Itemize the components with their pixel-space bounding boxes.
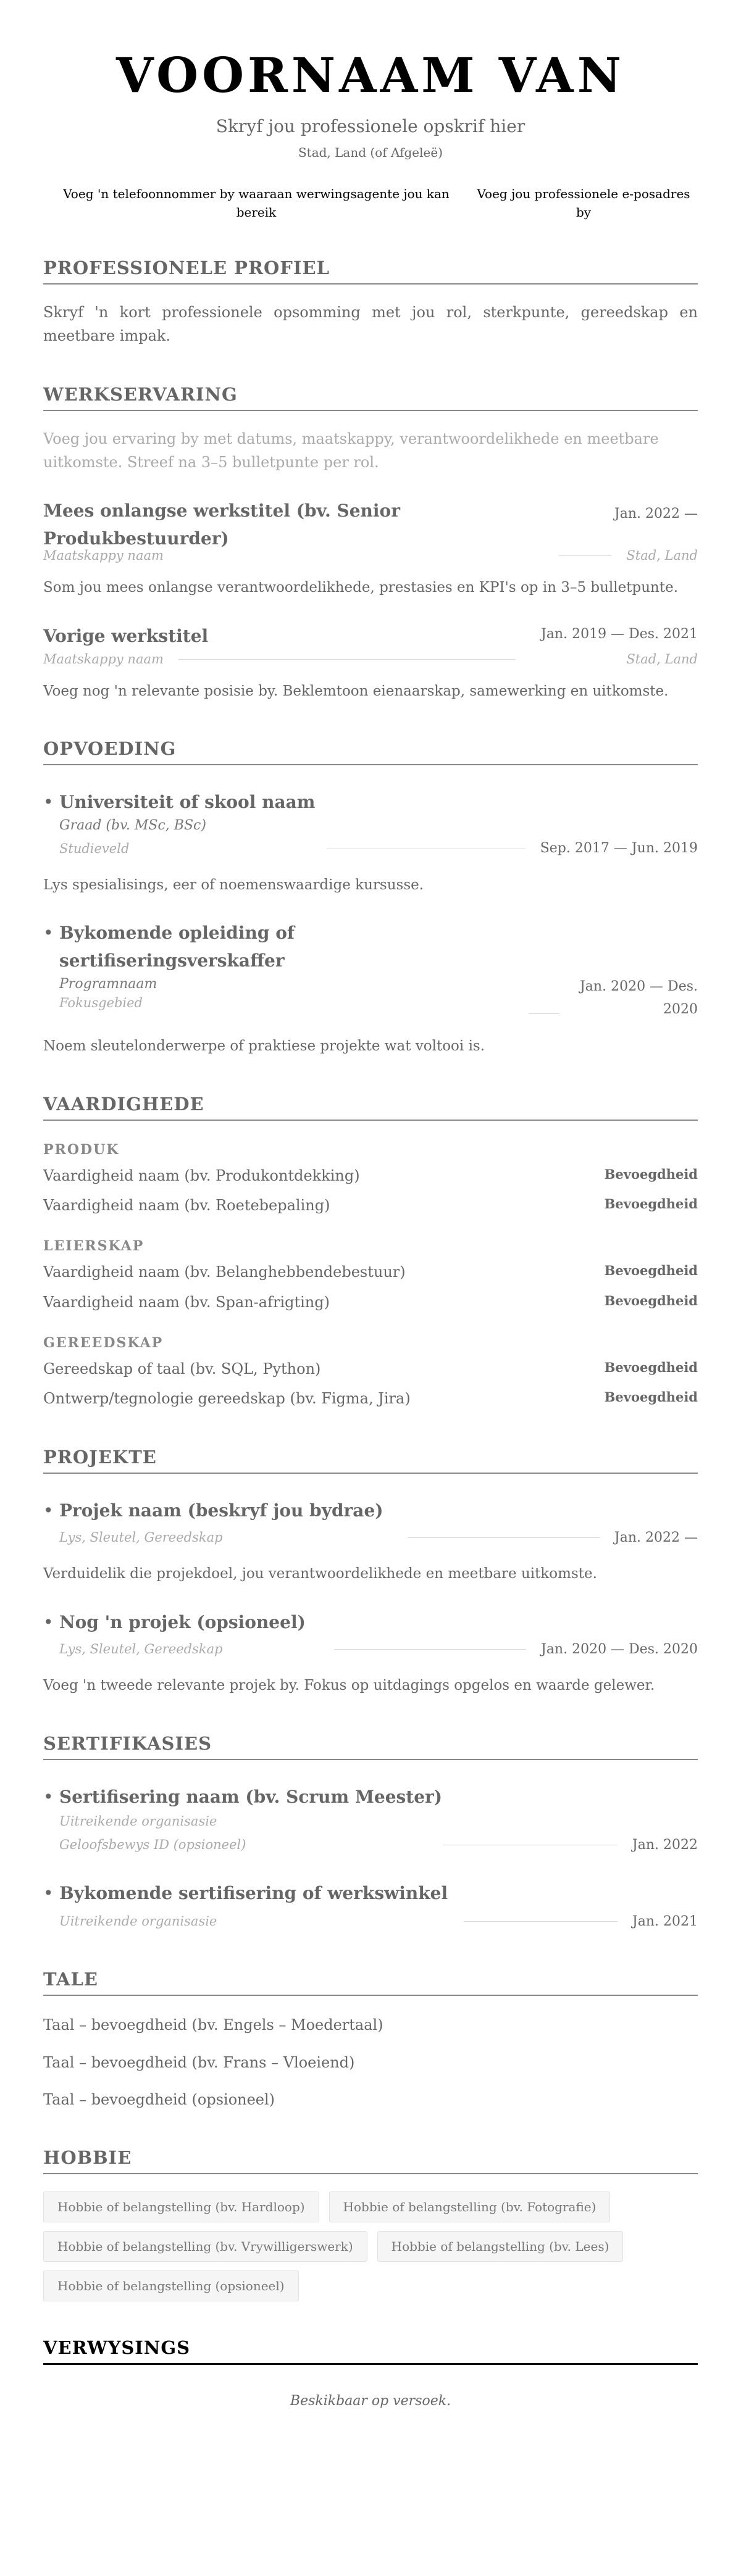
hobby-chip: Hobbie of belangstelling (bv. Vrywilligerswerk): [43, 2231, 367, 2262]
divider-line: [464, 1921, 618, 1922]
skill-level: Bevoegdheid: [604, 1292, 698, 1308]
credential-id: Geloofsbewys ID (opsioneel): [59, 1837, 246, 1853]
skill-level: Bevoegdheid: [604, 1166, 698, 1182]
field-of-study: Studieveld: [59, 841, 130, 856]
job-date: Jan. 2022 —: [614, 506, 698, 522]
section-title: VERWYSINGS: [43, 2337, 698, 2365]
skill-name: Vaardigheid naam (bv. Roetebepaling): [43, 1196, 330, 1214]
skill-category: [43, 1335, 698, 1411]
skill-category-name: PRODUK: [43, 1141, 120, 1158]
hobby-list: [43, 2192, 698, 2301]
section-title: HOBBIE: [43, 2147, 698, 2174]
language-item: Taal – bevoegdheid (bv. Engels – Moedertaal): [43, 2016, 383, 2034]
certifications-section: [43, 1733, 698, 1933]
contact-row: [43, 185, 698, 222]
education-date: Jan. 2020 — Des. 2020: [579, 978, 698, 1018]
project-date: Jan. 2020 — Des. 2020: [541, 1641, 698, 1657]
profile-summary: Skryf 'n kort professionele opsomming met jou rol, sterkpunte, gereedskap en meetbare impak.: [43, 303, 698, 345]
professional-headline: Skryf jou professionele opskrif hier: [216, 115, 525, 136]
job-title: Vorige werkstitel: [43, 625, 209, 646]
experience-intro: Voeg jou ervaring by met datums, maatskappy, verantwoordelikhede en meetbare uitkomste. Streef na 3–5 bulletpunte per rol.: [43, 430, 659, 471]
education-entry: [43, 789, 698, 896]
experience-entry: [43, 623, 698, 703]
full-name: VOORNAAM VAN: [116, 48, 625, 104]
skill-category: [43, 1238, 698, 1314]
school-name: Bykomende opleiding of sertifiseringsverskaffer: [59, 923, 295, 971]
bullet-icon: •: [43, 1500, 54, 1521]
degree: Programnaam: [59, 976, 157, 992]
section-title: PROJEKTE: [43, 1447, 698, 1474]
experience-entry: [43, 497, 698, 599]
skill-category: [43, 1142, 698, 1218]
school-name: Universiteit of skool naam: [59, 792, 316, 813]
skill-category-name: GEREEDSKAP: [43, 1335, 164, 1352]
certification-entry: [43, 1880, 698, 1933]
project-description: Verduidelik die projekdoel, jou verantwoordelikhede en meetbare uitkomste.: [43, 1566, 597, 1582]
profile-section: [43, 257, 698, 348]
skill-row: [43, 1290, 698, 1314]
project-description: Voeg 'n tweede relevante projek by. Fokus op uitdagings opgelos en waarde gelewer.: [43, 1677, 655, 1694]
education-description: Lys spesialisings, eer of noemenswaardige kursusse.: [43, 876, 424, 893]
bullet-icon: •: [43, 1883, 54, 1903]
project-name: Nog 'n projek (opsioneel): [59, 1611, 306, 1632]
project-date: Jan. 2022 —: [614, 1529, 698, 1545]
hobby-chip: Hobbie of belangstelling (bv. Lees): [377, 2231, 624, 2262]
certification-name: Bykomende sertifisering of werkswinkel: [59, 1883, 448, 1903]
job-location: Stad, Land: [626, 547, 698, 563]
bullet-icon: •: [43, 792, 54, 813]
skill-row: [43, 1387, 698, 1410]
skill-level: Bevoegdheid: [604, 1360, 698, 1376]
section-title: PROFESSIONELE PROFIEL: [43, 257, 698, 285]
divider-line: [443, 1844, 617, 1845]
education-description: Noem sleutelonderwerpe of praktiese projekte wat voltooi is.: [43, 1037, 485, 1054]
hobby-chip: Hobbie of belangstelling (opsioneel): [43, 2271, 299, 2301]
language-item: Taal – bevoegdheid (bv. Frans – Vloeiend): [43, 2053, 355, 2071]
skill-row: [43, 1194, 698, 1217]
resume-page: [43, 0, 698, 2446]
certification-entry: [43, 1784, 698, 1856]
project-entry: [43, 1497, 698, 1585]
divider-line: [529, 1013, 559, 1014]
project-entry: [43, 1609, 698, 1697]
skill-name: Vaardigheid naam (bv. Produkontdekking): [43, 1166, 360, 1184]
certification-date: Jan. 2021: [632, 1913, 698, 1929]
project-tags: Lys, Sleutel, Gereedskap: [59, 1642, 223, 1657]
skill-row: [43, 1357, 698, 1381]
divider-line: [327, 848, 525, 849]
resume-header: [43, 49, 698, 222]
skill-name: Vaardigheid naam (bv. Belanghebbendebestuur): [43, 1263, 406, 1281]
section-title: SERTIFIKASIES: [43, 1733, 698, 1760]
hobbies-section: [43, 2147, 698, 2301]
email-placeholder: Voeg jou professionele e-posadres by: [477, 186, 690, 220]
skill-category-name: LEIERSKAP: [43, 1238, 144, 1255]
skill-name: Gereedskap of taal (bv. SQL, Python): [43, 1360, 321, 1378]
section-title: TALE: [43, 1969, 698, 1996]
language-item: Taal – bevoegdheid (opsioneel): [43, 2090, 275, 2108]
skill-level: Bevoegdheid: [604, 1195, 698, 1211]
job-location: Stad, Land: [626, 651, 698, 667]
degree: Graad (bv. MSc, BSc): [59, 818, 206, 834]
section-title: OPVOEDING: [43, 738, 698, 765]
certification-date: Jan. 2022: [632, 1837, 698, 1853]
section-title: WERKSERVARING: [43, 384, 698, 411]
section-title: VAARDIGHEDE: [43, 1094, 698, 1121]
divider-line: [559, 555, 612, 556]
education-date: Sep. 2017 — Jun. 2019: [540, 841, 698, 857]
field-of-study: Fokusgebied: [59, 995, 143, 1010]
project-name: Projek naam (beskryf jou bydrae): [59, 1500, 383, 1521]
job-description: Voeg nog 'n relevante posisie by. Beklemtoon eienaarskap, samewerking en uitkomste.: [43, 683, 669, 699]
education-entry: [43, 920, 698, 1057]
references-text: Beskikbaar op versoek.: [290, 2393, 451, 2409]
project-tags: Lys, Sleutel, Gereedskap: [59, 1530, 223, 1545]
bullet-icon: •: [43, 923, 54, 944]
experience-section: [43, 384, 698, 703]
hobby-chip: Hobbie of belangstelling (bv. Fotografie): [329, 2192, 611, 2222]
skills-section: [43, 1094, 698, 1411]
projects-section: [43, 1447, 698, 1697]
skill-name: Vaardigheid naam (bv. Span-afrigting): [43, 1293, 330, 1311]
certification-name: Sertifisering naam (bv. Scrum Meester): [59, 1786, 443, 1807]
job-title: Mees onlangse werkstitel (bv. Senior Produkbestuurder): [43, 501, 400, 549]
issuing-organisation: Uitreikende organisasie: [59, 1914, 217, 1929]
divider-line: [178, 659, 516, 660]
bullet-icon: •: [43, 1611, 54, 1632]
location: Stad, Land (of Afgeleë): [298, 144, 443, 160]
divider-line: [334, 1648, 526, 1650]
skill-row: [43, 1260, 698, 1284]
phone-placeholder: Voeg 'n telefoonnommer by waaraan werwingsagente jou kan bereik: [63, 186, 450, 220]
skill-row: [43, 1164, 698, 1187]
languages-section: [43, 1969, 698, 2111]
education-section: [43, 738, 698, 1057]
references-section: [43, 2337, 698, 2409]
bullet-icon: •: [43, 1786, 54, 1807]
hobby-chip: Hobbie of belangstelling (bv. Hardloop): [43, 2192, 319, 2222]
job-description: Som jou mees onlangse verantwoordelikhede, prestasies en KPI's op in 3–5 bulletpunte.: [43, 579, 679, 596]
skill-name: Ontwerp/tegnologie gereedskap (bv. Figma, Jira): [43, 1390, 411, 1408]
company-name: Maatskappy naam: [43, 547, 164, 563]
skill-level: Bevoegdheid: [604, 1263, 698, 1279]
skill-level: Bevoegdheid: [604, 1389, 698, 1405]
company-name: Maatskappy naam: [43, 651, 164, 667]
issuing-organisation: Uitreikende organisasie: [59, 1813, 217, 1829]
divider-line: [408, 1537, 600, 1538]
job-date: Jan. 2019 — Des. 2021: [541, 626, 698, 642]
